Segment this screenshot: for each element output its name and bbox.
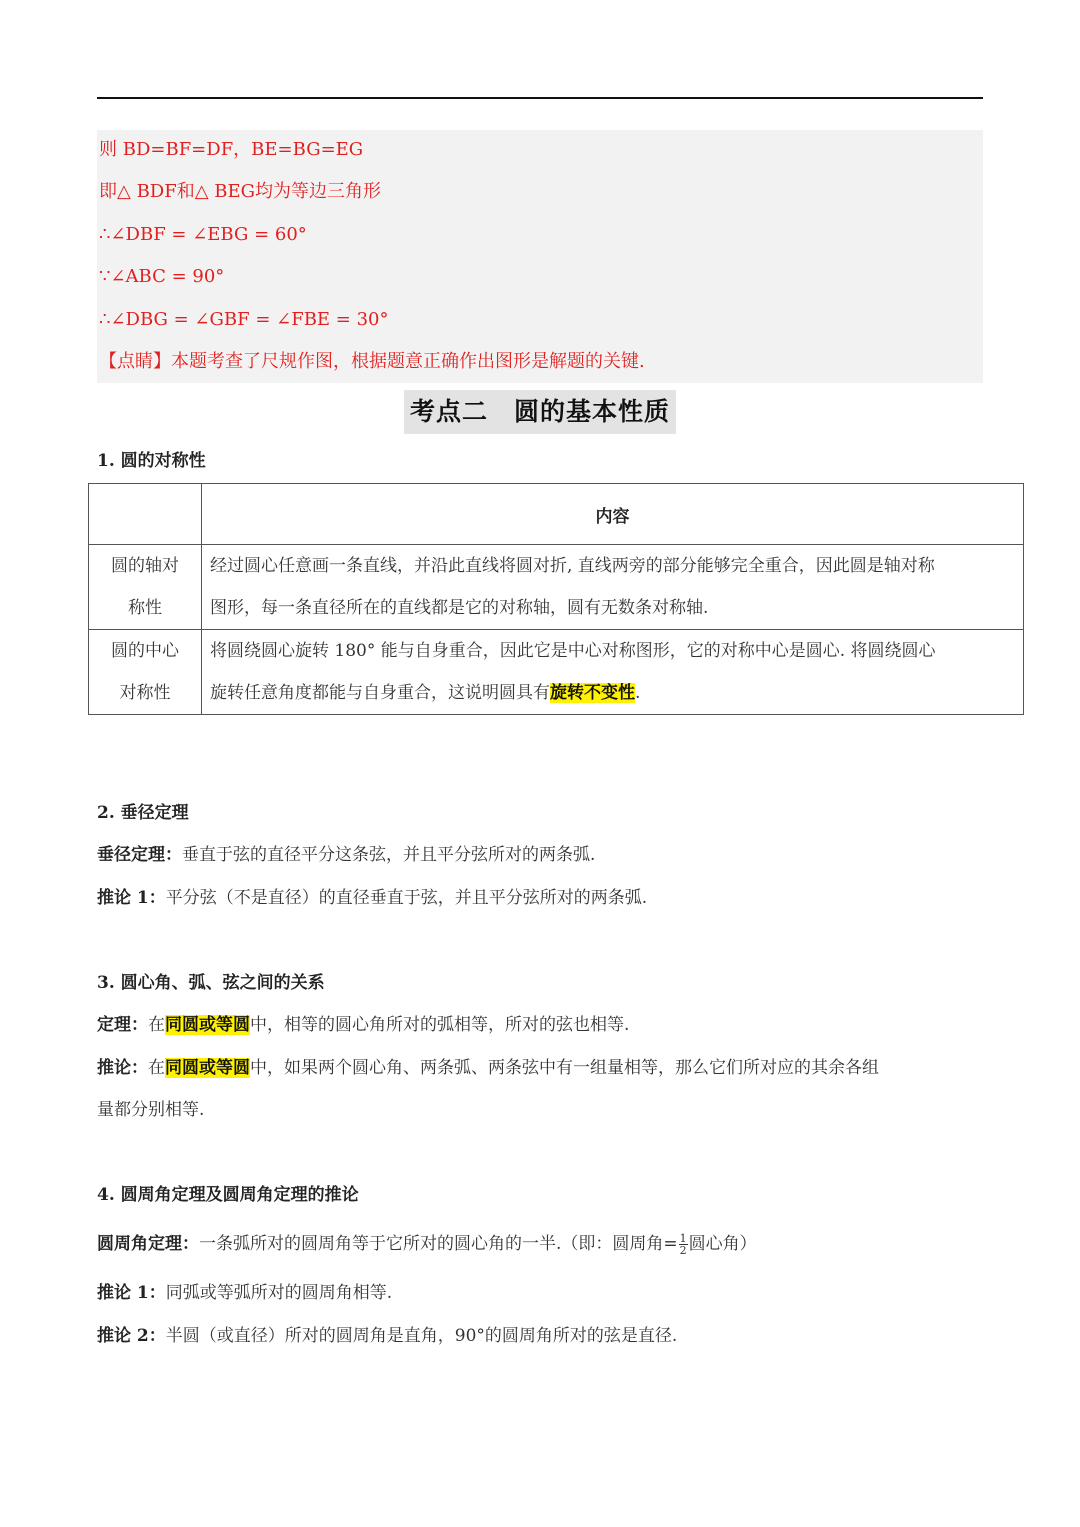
row-label (89, 545, 202, 630)
term-text: 垂直于弦的直径平分这条弦，并且平分弦所对的两条弧. (182, 845, 596, 865)
answer-line-1: 则 BD=BF=DF，BE=BG=EG (99, 139, 364, 160)
term-text: 半圆（或直径）所对的圆周角是直角，90°的圆周角所对的弦是直径. (165, 1326, 678, 1346)
fraction-numerator: 1 (679, 1232, 687, 1245)
table-header-content: 内容 (202, 484, 1024, 545)
highlight-term: 同圆或等圆 (165, 1015, 250, 1035)
term-text: 圆心角） (688, 1234, 757, 1254)
term-label: 推论 1： (97, 1283, 166, 1303)
sec3-heading: 3. 圆心角、弧、弦之间的关系 (97, 973, 325, 993)
highlight-term: 旋转不变性 (550, 683, 635, 703)
term-label: 推论： (97, 1058, 148, 1078)
table-header-row (89, 484, 1024, 545)
term-text: 平分弦（不是直径）的直径垂直于弦，并且平分弦所对的两条弧. (165, 888, 648, 908)
fraction-denominator: 2 (679, 1244, 687, 1257)
row-content (202, 630, 1024, 715)
term-text: 在 (148, 1015, 165, 1035)
top-rule (97, 97, 983, 99)
row-label-line: 对称性 (119, 683, 171, 703)
sec2-theorem (97, 843, 595, 867)
answer-line-4: ∵∠ABC = 90° (99, 266, 225, 287)
row-content-line (210, 672, 1015, 714)
sec4-heading: 4. 圆周角定理及圆周角定理的推论 (97, 1185, 359, 1205)
sec4-corollary-1 (97, 1281, 392, 1305)
sec2-heading: 2. 垂径定理 (97, 803, 189, 823)
text-segment: 旋转任意角度都能与自身重合，这说明圆具有 (210, 683, 550, 703)
term-label: 推论 1： (97, 888, 166, 908)
table-header-empty (89, 484, 202, 545)
row-label-line: 圆的轴对 (111, 556, 179, 576)
sec2-corollary (97, 886, 647, 910)
answer-line-2: 即△ BDF和△ BEG均为等边三角形 (99, 181, 382, 202)
term-text: 在 (148, 1058, 165, 1078)
sec4-theorem (97, 1232, 757, 1256)
term-text: 中，相等的圆心角所对的弧相等，所对的弦也相等. (250, 1015, 630, 1035)
term-label: 定理： (97, 1015, 148, 1035)
answer-line-3: ∴∠DBF = ∠EBG = 60° (99, 224, 307, 245)
table-row (89, 630, 1024, 715)
answer-line-5: ∴∠DBG = ∠GBF = ∠FBE = 30° (99, 309, 389, 330)
answer-box (97, 130, 983, 383)
fraction (679, 1233, 688, 1256)
term-text: 同弧或等弧所对的圆周角相等. (165, 1283, 393, 1303)
row-label-line: 称性 (128, 598, 162, 618)
row-label-line: 圆的中心 (111, 641, 179, 661)
answer-note: 【点睛】本题考查了尺规作图，根据题意正确作出图形是解题的关键. (99, 351, 645, 372)
term-label: 推论 2： (97, 1326, 166, 1346)
sec3-theorem (97, 1013, 629, 1037)
row-content (202, 545, 1024, 630)
term-text: 一条弧所对的圆周角等于它所对的圆心角的一半.（即：圆周角= (199, 1234, 678, 1254)
term-label: 圆周角定理： (97, 1234, 199, 1254)
row-label (89, 630, 202, 715)
row-content-line: 将圆绕圆心旋转 180° 能与自身重合，因此它是中心对称图形，它的对称中心是圆心. 将圆绕圆心 (210, 641, 936, 661)
table-row (89, 545, 1024, 630)
highlight-term: 同圆或等圆 (165, 1058, 250, 1078)
row-content-line: 图形，每一条直径所在的直线都是它的对称轴，圆有无数条对称轴. (210, 598, 709, 618)
row-content-line: 经过圆心任意画一条直线，并沿此直线将圆对折, 直线两旁的部分能够完全重合，因此圆是轴对称 (210, 556, 935, 576)
sec4-corollary-2 (97, 1324, 677, 1348)
term-label: 垂径定理： (97, 845, 182, 865)
symmetry-table (88, 483, 1024, 715)
text-segment: . (635, 683, 641, 703)
sec3-corollary (97, 1056, 879, 1080)
sec3-corollary-cont: 量都分别相等. (97, 1100, 205, 1120)
term-text: 中，如果两个圆心角、两条弧、两条弦中有一组量相等，那么它们所对应的其余各组 (250, 1058, 879, 1078)
sec1-heading: 1. 圆的对称性 (97, 451, 206, 471)
section-title: 考点二 圆的基本性质 (404, 390, 676, 434)
